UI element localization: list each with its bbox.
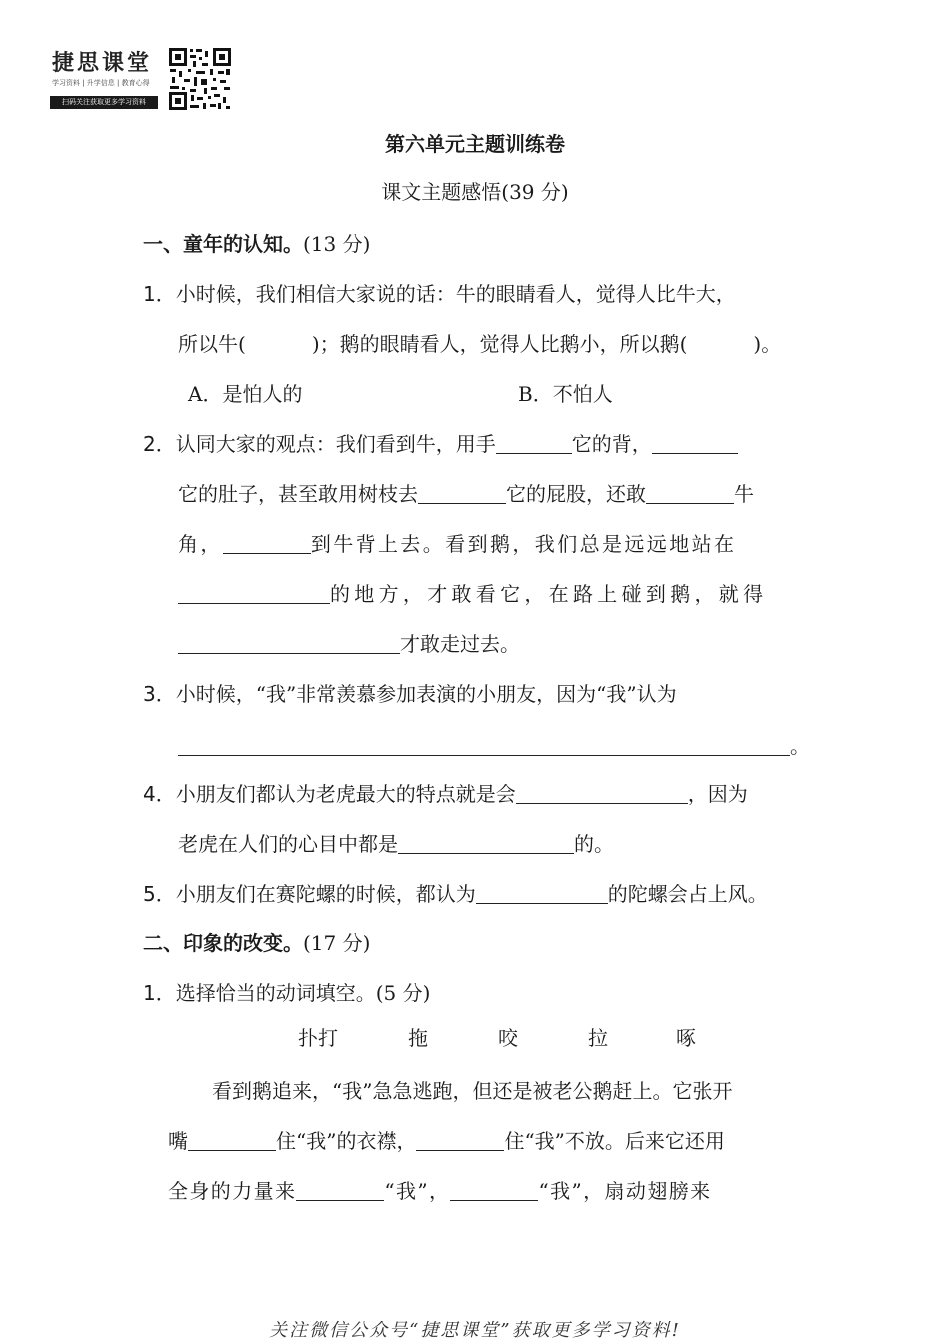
question-1-3 xyxy=(143,678,677,707)
question-points: (5 分) xyxy=(375,981,431,1005)
answer-blank[interactable] xyxy=(178,585,330,604)
question-text: “我”， xyxy=(384,1179,451,1203)
question-text: 小朋友们都认为老虎最大的特点就是会 xyxy=(175,782,516,806)
word-bank-item: 拉 xyxy=(588,1026,608,1050)
question-number: 2． xyxy=(143,432,176,456)
page-title: 第六单元主题训练卷 xyxy=(385,132,565,156)
question-text: 选择恰当的动词填空。 xyxy=(175,981,376,1005)
question-text: )。 xyxy=(753,332,782,356)
question-number: 4． xyxy=(143,782,176,806)
logo-subtitle: 学习资料 | 升学信息 | 教育心得 xyxy=(52,79,150,87)
section-1-heading xyxy=(143,228,370,257)
answer-blank[interactable] xyxy=(652,435,738,454)
question-1-1-line2 xyxy=(178,328,781,357)
question-1-2-line2 xyxy=(178,478,754,507)
question-text: 它的屁股，还敢 xyxy=(506,482,646,506)
logo xyxy=(50,46,162,112)
answer-blank[interactable] xyxy=(296,1182,384,1201)
question-text: 小时候，我们相信大家说的话：牛的眼睛看人，觉得人比牛大， xyxy=(175,282,736,306)
passage-line-1: 看到鹅追来，“我”急急逃跑，但还是被老公鹅赶上。它张开 xyxy=(212,1079,733,1103)
word-bank-item: 啄 xyxy=(676,1026,696,1050)
question-text: 才敢走过去。 xyxy=(400,632,520,656)
question-number: 1． xyxy=(143,282,176,306)
question-1-4 xyxy=(143,778,748,807)
question-text: 住“我”的衣襟， xyxy=(276,1129,417,1153)
option-b: B．不怕人 xyxy=(518,382,613,406)
answer-blank[interactable] xyxy=(646,485,734,504)
question-text: 它的背， xyxy=(571,432,652,456)
question-1-3-line2 xyxy=(178,730,810,759)
question-text: 嘴 xyxy=(168,1129,188,1153)
question-text: ，因为 xyxy=(687,782,748,806)
answer-blank[interactable] xyxy=(223,535,311,554)
question-text: 小时候，“我”非常羡慕参加表演的小朋友，因为“我”认为 xyxy=(175,682,677,706)
option-a: A．是怕人的 xyxy=(188,382,303,406)
question-1-5 xyxy=(143,878,768,907)
footer-note: 关注微信公众号“捷思课堂”获取更多学习资料! xyxy=(269,1320,681,1341)
question-text: 牛 xyxy=(734,482,754,506)
word-bank-item: 咬 xyxy=(498,1026,518,1050)
question-1-2-line5 xyxy=(178,628,520,657)
answer-blank[interactable] xyxy=(516,785,688,804)
section-1-title: 一、童年的认知。 xyxy=(143,232,303,256)
question-text: 所以牛( xyxy=(178,332,246,356)
question-text: 。 xyxy=(790,734,810,758)
word-bank-item: 拖 xyxy=(408,1026,428,1050)
question-text: “我”，扇动翅膀来 xyxy=(538,1179,712,1203)
question-text: 全身的力量来 xyxy=(168,1179,297,1203)
section-2-points: (17 分) xyxy=(303,931,371,955)
question-number: 5． xyxy=(143,882,176,906)
passage-line-3 xyxy=(168,1175,712,1204)
question-text: 小朋友们在赛陀螺的时候，都认为 xyxy=(175,882,476,906)
question-1-2-line3 xyxy=(178,528,736,557)
answer-blank[interactable] xyxy=(178,635,400,654)
section-1-points: (13 分) xyxy=(303,232,371,256)
section-2-heading xyxy=(143,927,370,956)
page-subtitle: 课文主题感悟(39 分) xyxy=(381,180,569,204)
answer-blank[interactable] xyxy=(476,885,608,904)
passage-line-2 xyxy=(168,1125,725,1154)
question-1-1 xyxy=(143,278,736,307)
question-text: 老虎在人们的心目中都是 xyxy=(178,832,398,856)
answer-blank[interactable] xyxy=(188,1132,276,1151)
question-text: 的。 xyxy=(574,832,614,856)
answer-blank[interactable] xyxy=(178,737,790,756)
question-text: 它的肚子，甚至敢用树枝去 xyxy=(178,482,418,506)
question-2-1 xyxy=(143,977,430,1006)
question-number: 3． xyxy=(143,682,176,706)
question-number: 1． xyxy=(143,981,176,1005)
question-1-4-line2 xyxy=(178,828,614,857)
answer-blank[interactable] xyxy=(416,1132,504,1151)
qr-code-icon xyxy=(168,47,232,111)
question-text: )；鹅的眼睛看人，觉得人比鹅小，所以鹅( xyxy=(311,332,688,356)
section-2-title: 二、印象的改变。 xyxy=(143,931,303,955)
question-text: 的地方，才敢看它，在路上碰到鹅，就得 xyxy=(330,582,768,606)
question-text: 认同大家的观点：我们看到牛，用手 xyxy=(175,432,496,456)
question-text: 的陀螺会占上风。 xyxy=(607,882,768,906)
logo-banner: 扫码关注获取更多学习资料 xyxy=(50,96,158,109)
answer-blank[interactable] xyxy=(496,435,572,454)
question-text: 住“我”不放。后来它还用 xyxy=(504,1129,725,1153)
logo-title: 捷思课堂 xyxy=(52,50,153,76)
question-1-2 xyxy=(143,428,738,457)
question-text: 到牛背上去。看到鹅，我们总是远远地站在 xyxy=(310,532,737,556)
answer-blank[interactable] xyxy=(450,1182,538,1201)
question-1-2-line4 xyxy=(178,578,767,607)
word-bank-item: 扑打 xyxy=(298,1026,338,1050)
answer-blank[interactable] xyxy=(418,485,506,504)
question-text: 角， xyxy=(178,532,223,556)
answer-blank[interactable] xyxy=(398,835,574,854)
